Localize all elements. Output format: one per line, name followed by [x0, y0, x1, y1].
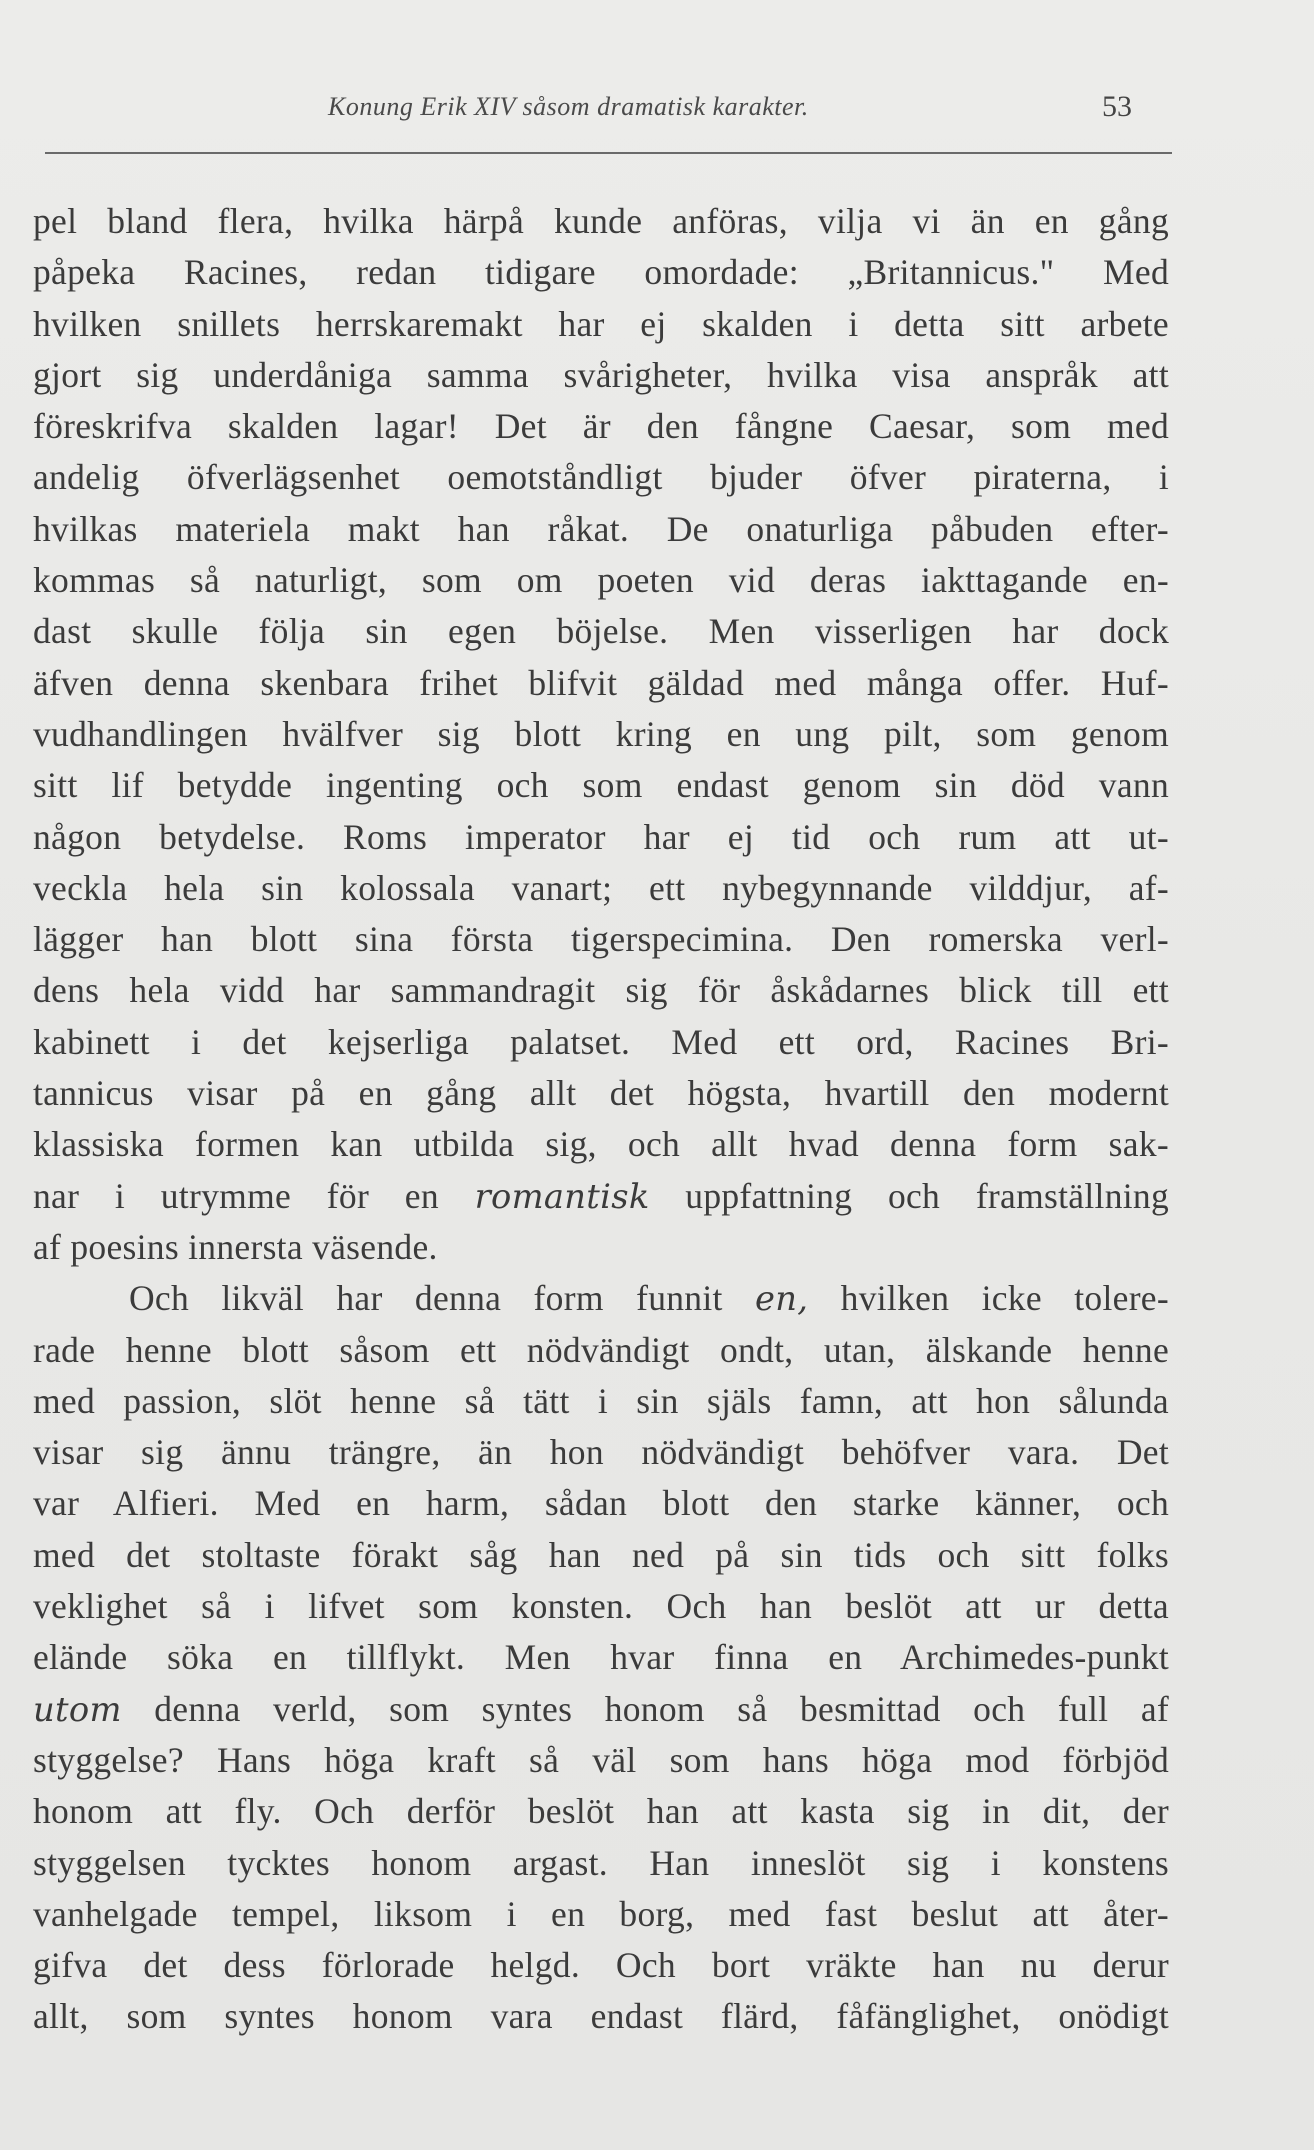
- text-line: allt, som syntes honom vara endast flärd, fåfänglighet, onödigt: [33, 1996, 1169, 2037]
- page-number: 53: [1102, 90, 1132, 123]
- emphasized-word: en,: [755, 1279, 809, 1319]
- text-line: [33, 1171, 1169, 1222]
- text-line: pel bland flera, hvilka härpå kunde anföras, vilja vi än en gång: [33, 201, 1169, 241]
- text-line: hvilken snillets herrskaremakt har ej skalden i detta sitt arbete: [33, 303, 1169, 344]
- text-line: dast skulle följa sin egen böjelse. Men visserligen har dock: [33, 611, 1169, 652]
- text-segment: hvilken icke tolere-: [808, 1278, 1169, 1319]
- text-line: kommas så naturligt, som om poeten vid deras iakttagande en-: [33, 560, 1169, 601]
- text-line: veckla hela sin kolossala vanart; ett nybegynnande vilddjur, af-: [33, 867, 1169, 908]
- text-line: [33, 1684, 1169, 1735]
- text-line: andelig öfverlägsenhet oemotståndligt bjuder öfver piraterna, i: [33, 457, 1169, 498]
- text-line: med passion, slöt henne så tätt i sin själs famn, att hon sålunda: [33, 1380, 1169, 1421]
- emphasized-word: romantisk: [474, 1176, 650, 1216]
- text-line: påpeka Racines, redan tidigare omordade: „Britannicus." Med: [33, 252, 1169, 293]
- text-line: [33, 1273, 1169, 1324]
- text-line: gjort sig underdåniga samma svårigheter, hvilka visa anspråk att: [33, 354, 1169, 395]
- text-line: veklighet så i lifvet som konsten. Och han beslöt att ur detta: [33, 1586, 1169, 1627]
- text-line: visar sig ännu trängre, än hon nödvändigt behöfver vara. Det: [33, 1432, 1169, 1473]
- text-line: sitt lif betydde ingenting och som endast genom sin död vann: [33, 765, 1169, 806]
- text-line: någon betydelse. Roms imperator har ej tid och rum att ut-: [33, 816, 1169, 857]
- text-line: lägger han blott sina första tigerspecimina. Den romerska verl-: [33, 919, 1169, 960]
- text-segment: Och likväl har denna form funnit: [129, 1278, 756, 1319]
- text-line: styggelsen tycktes honom argast. Han inneslöt sig i konstens: [33, 1842, 1169, 1883]
- text-segment: denna verld, som syntes honom så besmittad och full af: [121, 1688, 1169, 1729]
- text-line: elände söka en tillflykt. Men hvar finna en Archimedes-punkt: [33, 1637, 1169, 1678]
- text-line: äfven denna skenbara frihet blifvit gäldad med många offer. Huf-: [33, 662, 1169, 703]
- text-line: vudhandlingen hvälfver sig blott kring en ung pilt, som genom: [33, 713, 1169, 754]
- text-segment: uppfattning och framställning: [649, 1175, 1170, 1216]
- header-rule: [45, 152, 1172, 154]
- text-line: styggelse? Hans höga kraft så väl som hans höga mod förbjöd: [33, 1739, 1169, 1780]
- text-line: af poesins innersta väsende.: [33, 1226, 438, 1267]
- emphasized-word: utom: [33, 1689, 122, 1729]
- text-line: tannicus visar på en gång allt det högsta, hvartill den modernt: [33, 1073, 1169, 1114]
- body-text: [33, 196, 1169, 2043]
- text-line: var Alfieri. Med en harm, sådan blott den starke känner, och: [33, 1483, 1169, 1524]
- text-line: kabinett i det kejserliga palatset. Med ett ord, Racines Bri-: [33, 1021, 1169, 1062]
- text-line: dens hela vidd har sammandragit sig för åskådarnes blick till ett: [33, 970, 1169, 1011]
- text-line: med det stoltaste förakt såg han ned på sin tids och sitt folks: [33, 1534, 1169, 1575]
- text-line: rade henne blott såsom ett nödvändigt ondt, utan, älskande henne: [33, 1329, 1169, 1370]
- text-line: föreskrifva skalden lagar! Det är den fångne Caesar, som med: [33, 406, 1169, 447]
- running-head: Konung Erik XIV såsom dramatisk karakter.: [328, 92, 809, 121]
- text-line: hvilkas materiela makt han råkat. De onaturliga påbuden efter-: [33, 508, 1169, 549]
- text-line: vanhelgade tempel, liksom i en borg, med fast beslut att åter-: [33, 1893, 1169, 1934]
- text-line: klassiska formen kan utbilda sig, och allt hvad denna form sak-: [33, 1124, 1169, 1165]
- text-line: gifva det dess förlorade helgd. Och bort vräkte han nu derur: [33, 1945, 1169, 1986]
- text-line: honom att fly. Och derför beslöt han att kasta sig in dit, der: [33, 1791, 1169, 1832]
- text-segment: nar i utrymme för en: [33, 1175, 475, 1216]
